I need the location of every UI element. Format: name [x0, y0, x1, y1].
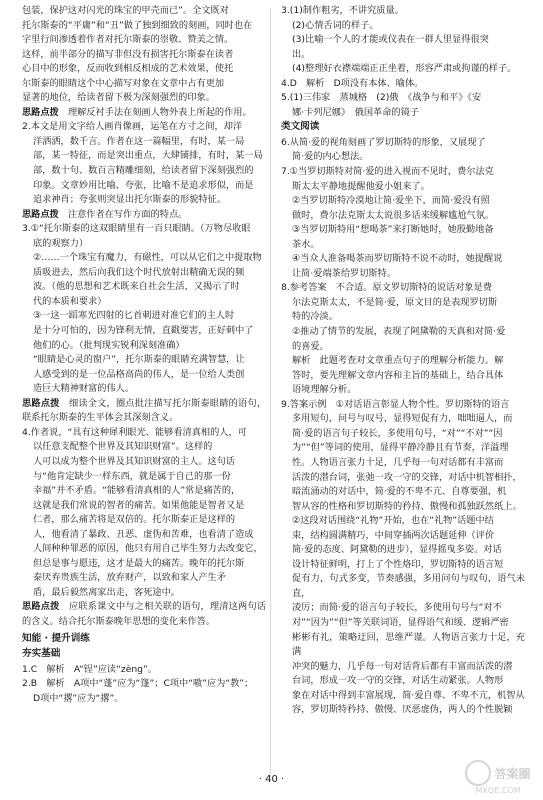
watermark-text: 答案圈: [494, 766, 531, 781]
q4-line: 与“他肯定缺少一样东西，就是属于自己的那一份: [33, 470, 231, 482]
answer-1: 1.C 解析 A“锃”应读“zèng”。: [22, 663, 157, 675]
page-number: · 40 ·: [258, 774, 285, 785]
q3-line: ②……一个珠宝有魔力，有磁性，可以从它们之中提取物: [33, 252, 262, 264]
r-q9-line: 9.答案示例 ①对话语言彰显人物个性。罗切斯特的语言: [281, 398, 510, 410]
r-q8-line: ②推动了情节的发展，表现了阿黛勒的天真和对简·爱: [292, 326, 506, 338]
right-column: [281, 4, 525, 718]
tip-3: [22, 397, 266, 426]
q3-line: 质吸进去，然后向我们这个时代放射出精确无误的频: [33, 266, 245, 278]
q2-line: 部，数十句、数百言精雕细刻，给读者留下深刻强烈的: [33, 165, 254, 177]
intro-line: 显著的地位，给读者留下极为深刻强烈的印象。: [22, 92, 215, 104]
q4-line: 人可以成为整个世界及其知识财富的主人。这句话: [33, 455, 236, 467]
tip-1: [22, 106, 266, 121]
section-heading: 知能 · 提升训练: [22, 632, 90, 644]
q4-line: 但总是事与愿违，这才是最大的痛苦。晚年的托尔斯: [33, 557, 245, 569]
watermark-logo: [459, 760, 537, 794]
r-q9-line: 容，罗切斯特矜持、傲慢、厌恶虚伪，两人的个性脱颖: [292, 704, 513, 716]
r-q7-line: 做时，费尔法克斯太太说很多话来缓解尴尬气氛。: [292, 209, 495, 221]
q3-line: 波。（他的思想和艺术既来自社会生活，又揭示了时: [33, 281, 240, 293]
r-q7-line: ③当罗切斯特用“想喝茶”来打断她时，她殷勤地备: [292, 224, 494, 236]
tip-text: 细读全文，圈点批注描写托尔斯泰眼睛的语句，联系托尔斯泰的生平体会其深刻含义。: [22, 397, 267, 424]
r-q9-line: 冲突的魅力，几乎每一句对话背后都有丰富而活泼的潜: [292, 660, 513, 672]
q2-line: 2.本文是用文字给人画肖像画，运笔在方寸之间，却洋: [22, 121, 243, 133]
r-q9-line: ②这段对话围绕“礼物”开始，也在“礼物”话题中结: [292, 515, 494, 527]
watermark-sub: MXQE.COM: [475, 786, 521, 795]
q3-line: 造巨大精神财富的伟人。: [33, 383, 135, 395]
r-q9-line: 智从容的性格和罗切斯特的矜持、傲慢和孤独跃然纸上。: [292, 500, 522, 512]
r-q8-tip: 答时，要先理解文章内容和主旨的基础上，结合具体: [292, 369, 504, 381]
intro-line: 心目中的形象，反而收到相反相成的艺术效果，使托: [22, 63, 234, 75]
section-heading-reading: 类文阅读: [281, 121, 320, 133]
r-q8-line: 特的冷淡。: [292, 311, 338, 323]
r-q3-line: (4)整理好衣襟端端正正坐着，形容严肃或拘谨的样子。: [292, 63, 517, 75]
r-q9-line: 活泼的潜台词，张弛一攻一守的交锋，对话中机智相扑，: [292, 471, 522, 483]
r-q9-line: 象在对话中得到丰富展现，简·爱自尊、不卑不亢，机智从: [292, 689, 525, 701]
q4-line: 人间种种罪恶的原因，他只有用自己毕生努力去改变它，: [33, 543, 263, 555]
r-q9-line: 暗流涌动的对话中，简·爱的不卑不亢、自尊要强，机: [292, 486, 507, 498]
answer-2: 2.B 解析 A项中“蓬”应为“篷”；C项中“嗷”应为“教”；: [22, 678, 254, 690]
tip-2: [22, 208, 266, 223]
q4-line: 泰厌弃贵族生活，放弃财产，以致和家人产生矛: [33, 572, 226, 584]
tip-label: 思路点拨: [22, 106, 59, 118]
r-q5-cont: 娜·卡列尼娜》 俄国革命的镜子: [292, 106, 419, 118]
intro-line: 这样，前半部分的描写非但没有损害托尔斯泰在读者: [22, 48, 234, 60]
column-divider: [270, 8, 271, 778]
r-q8-line: 的喜爱。: [292, 340, 329, 352]
r-q3-line: 3.(1)制作粗劣，不讲究质量。: [281, 5, 404, 16]
q4-line: 人，他看清了暴政、丑恶、虚伪和苦难，也看清了造成: [33, 528, 254, 540]
left-column: [22, 4, 266, 706]
q3-line: “眼睛是心灵的窗户”，托尔斯泰的眼睛充满智慧，让: [33, 354, 245, 366]
subsection-heading: 夯实基础: [22, 648, 61, 660]
tip-label: 思路点拨: [22, 601, 60, 613]
q4-line: 这就是我们常说的智者的痛苦。如果他能是智者又是: [33, 499, 245, 511]
q3-line: ③一这一蹈寒光四射的匕首刺进对准它们的主人时: [33, 310, 235, 322]
q4-line: 4.作者说，“具有这种犀利眼光、能够看清真相的人，可: [22, 426, 247, 438]
r-q9-line: 台词，形成一攻一守的交锋，对话生动紧张。人物形: [292, 675, 504, 687]
intro-line: 尔斯泰的眼睛这个中心描写对象在文章中占有更加: [22, 77, 225, 89]
r-q7-line: 茶水。: [292, 238, 320, 250]
r-q7-line: 7.①当罗切斯特对简·爱的进入视而不见时，费尔法克: [281, 166, 494, 178]
q4-line: 盾，最后毅然离家出走，客死途中。: [33, 586, 180, 598]
r-q3-line: (3)比喻一个人的才能或仪表在一群人里显得很突: [292, 34, 489, 46]
r-q8-tip: 语境理解分析。: [292, 384, 357, 396]
q3-line: 人感受到的是一位品格高尚的伟人，是一位给人类创: [33, 368, 245, 380]
q4-line: 仁者，那么痛苦将是双倍的。托尔斯泰正是这样的: [33, 514, 236, 526]
r-q9-line: 彬彬有礼，策略迂回，思维严谨。人物语言张力十足，充满: [292, 631, 525, 658]
r-q9-line: 束，结构圆满精巧，中间穿插两次话题延伸（评价: [292, 529, 495, 541]
tip-text: 应联系课文中与之相关联的语句，理清这两句话的含义。结合托尔斯泰晚年思想的变化来作答。: [22, 601, 267, 627]
r-q9-line: 为”“但”等词的使用，显得平静冷静且有节奏，洋溢理: [292, 442, 509, 454]
r-q6-line: 简·爱的内心想法。: [292, 151, 369, 163]
r-q9-line: 简·爱的态度、阿黛勒的进步），显得摇曳多姿。对话: [292, 544, 502, 556]
r-q9-line: 设计特征鲜明，打上了个性烙印，罗切斯特的语言短: [292, 558, 504, 570]
r-q3-line: (2)心情舌词的样子。: [292, 19, 379, 31]
q2-line: 部，某一特征，而是突出重点，大肆铺排，有时，某一局: [33, 150, 263, 162]
answer-2-cont: D项中“撂”应为“撂”。: [33, 692, 124, 704]
r-q7-line: ②当罗切斯特冷漠地让简·爱坐下，而简·爱没有照: [292, 195, 490, 207]
q3-line: 底的观察力）: [33, 237, 89, 249]
q2-line: 印象。文章妙用比喻、夸张，比喻不是追求形似，而是: [33, 179, 254, 191]
r-q7-line: 斯太太平静地提醒他爱小姐来了。: [292, 180, 430, 192]
r-q3-line: 出。: [292, 48, 311, 60]
r-q9-line: 多用短句，问号与叹号，显得短促有力，咄咄逼人，而: [292, 413, 513, 425]
r-q8-line: 8.参考答案 不合适。原文罗切斯特的说话对象是费: [281, 282, 492, 294]
q4-line: 以任意支配整个世界及其知识财富”。这样的: [33, 441, 213, 453]
tip-text: 注意作者在写作方面的特点。: [67, 208, 188, 220]
tip-4: [22, 600, 266, 629]
intro-line: 包装，保护这对闪光的珠宝的甲壳而已”。全文既对: [22, 5, 229, 16]
tip-label: 思路点拨: [22, 397, 60, 409]
r-q7-line: 让简·爱端茶给罗切斯特。: [292, 267, 396, 279]
r-q8-line: 尔法克斯太太，不是简·爱，原文目的是表现罗切斯: [292, 296, 498, 308]
r-q6-line: 6.从简·爱的视角刻画了罗切斯特的形象，又展现了: [281, 136, 486, 148]
r-q9-line: 促有力，句式多变，节奏感强，多用问句与叹句，语气未直，: [292, 573, 525, 599]
q3-line: 3.①“托尔斯泰的这双眼睛里有一百只眼睛。（万物尽收眼: [22, 223, 251, 235]
r-q9-line: 简·爱的语言句子较长，多使用句号，“对”“不对”“因: [292, 427, 503, 439]
watermark-seal-icon: [465, 760, 491, 786]
intro-line: 托尔斯泰的“平庸”和“丑”做了独到细致的刻画，同时也在: [22, 19, 253, 31]
r-q7-line: ④当众人准备喝茶而罗切斯特不说不动时，她提醒说: [292, 253, 503, 265]
r-q5: 5.(1)三伟家 蒸城格 (2)俄 《战争与和平》《安: [281, 92, 482, 104]
r-q8-tip: 解析 此题考查对文章重点句子的理解分析能力。解: [292, 355, 504, 367]
q3-line: 是十分可怕的，因为锋利无情，直戳要害，正好刺中了: [33, 325, 254, 337]
q2-line: 追求神肖；夸张则突显出托尔斯泰的形貌特征。: [33, 194, 226, 206]
r-q9-line: 对”“因为”“但”等关联词语，显得语气和缓、逻辑严密: [292, 616, 509, 628]
intro-line: 字里行间渗透着作者对托尔斯泰的崇敬、赞美之情。: [22, 34, 234, 46]
tip-text: 理解反衬手法在刻画人物外表上所起的作用。: [67, 106, 252, 118]
r-q9-line: 凌厉；而简·爱的语言句子较长，多使用句号与“对不: [292, 602, 502, 614]
q3-line: 他们的心。（批判现实锐利深刻准确）: [33, 339, 185, 351]
tip-label: 思路点拨: [22, 208, 59, 220]
q3-line: 代的本质和要求）: [33, 295, 107, 307]
q4-line: 幸福”并不矛盾。“能够看清真相的人”常是痛苦的，: [33, 485, 241, 497]
q2-line: 洋洒洒，数千言。作者在这一篇幅里，有时，某一局: [33, 135, 245, 147]
r-q9-line: 性。人物语言张力十足，几乎每一句对话都有丰富而: [292, 456, 504, 468]
r-q4: 4.D 解析 D项没有本体、喻体。: [281, 77, 424, 89]
